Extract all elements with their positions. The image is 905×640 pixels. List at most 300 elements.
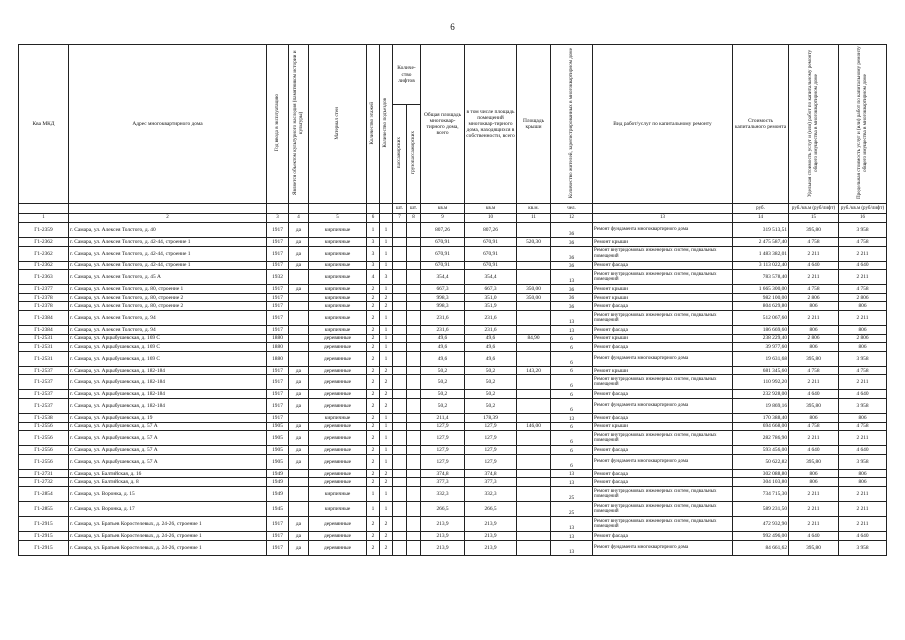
cell-floors: 2 [367,351,380,366]
cell-kva: Г1-2377 [19,285,69,294]
cell-area-total: 49,6 [421,343,465,352]
cell-kva: Г1-2556 [19,431,69,446]
cell-roof [517,516,551,531]
cell-year: 1917 [267,238,289,247]
cell-lifts-pass [393,261,407,270]
cell-area-total: 127,9 [421,422,465,431]
header-area-owned: в том числе площадь помещений многоквар-тирного дома, находящихся в собственности, всего [465,45,517,204]
cell-floors: 2 [367,413,380,422]
cell-residents: 6 [551,431,593,446]
header-roof: Площадь крыши [517,45,551,204]
cell-roof [517,302,551,311]
cell-entrances: 1 [380,454,393,469]
cell-roof: 350,00 [517,285,551,294]
cell-lifts-cargo [407,486,421,501]
cell-work: Ремонт внутридомовых инженерных систем, подвальных помещений [593,516,733,531]
cell-year: 1949 [267,469,289,478]
cell-floors: 2 [367,302,380,311]
cell-area-owned: 332,3 [465,486,517,501]
cell-residents: 13 [551,540,593,555]
cell-year: 1880 [267,351,289,366]
cell-work: Ремонт внутридомовых инженерных систем, подвальных помещений [593,311,733,326]
cell-area-total: 231,6 [421,326,465,335]
cell-lifts-pass [393,540,407,555]
cell-address: г. Самара, ул. Алексея Толстого, д. 80, строение 2 [69,293,267,302]
cell-lifts-cargo [407,261,421,270]
cell-residents: 6 [551,398,593,413]
cell-work: Ремонт крыши [593,293,733,302]
cell-area-owned: 50,2 [465,366,517,375]
cell-work: Ремонт внутридомовых инженерных систем, подвальных помещений [593,486,733,501]
cell-floors: 2 [367,285,380,294]
cell-unit-cost: 395,80 [789,351,839,366]
cell-year: 1917 [267,261,289,270]
cell-lifts-cargo [407,285,421,294]
cell-cost: 19 869,16 [733,398,789,413]
unit-cell [19,204,69,214]
cell-year: 1917 [267,516,289,531]
cell-area-owned: 127,9 [465,431,517,446]
cell-floors: 1 [367,486,380,501]
cell-residents: 6 [551,454,593,469]
cell-entrances: 1 [380,422,393,431]
cell-residents: 36 [551,246,593,261]
cell-cost: 50 622,82 [733,454,789,469]
cell-area-owned: 127,9 [465,422,517,431]
cell-kva: Г1-2537 [19,398,69,413]
cell-floors: 2 [367,422,380,431]
cell-lifts-cargo [407,516,421,531]
cell-floors: 2 [367,366,380,375]
cell-heritage [289,326,309,335]
header-lifts-pass: пассажирских [393,105,407,204]
cell-address: г. Самара, ул. Братьев Коростелевых, д. 24-26, строение 1 [69,531,267,540]
cell-entrances: 1 [380,343,393,352]
cell-kva: Г1-2531 [19,351,69,366]
cell-work: Ремонт внутридомовых инженерных систем, подвальных помещений [593,375,733,390]
cell-kva: Г1-2537 [19,366,69,375]
cell-roof [517,351,551,366]
cell-address: г. Самара, ул. Воронка, д. 17 [69,501,267,516]
cell-cost: 302 088,80 [733,469,789,478]
header-entrances: Количество подъездов [380,45,393,204]
cell-unit-cost: 2 211 [789,375,839,390]
header-lifts-cargo: грузопассажирских [407,105,421,204]
cell-lifts-cargo [407,366,421,375]
cell-walls: деревянные [309,375,367,390]
cell-kva: Г1-2362 [19,261,69,270]
cell-year: 1917 [267,223,289,238]
cell-walls: деревянные [309,390,367,399]
cell-area-owned: 178,39 [465,413,517,422]
cell-lifts-pass [393,501,407,516]
cell-heritage [289,501,309,516]
cell-kva: Г1-2855 [19,501,69,516]
column-number-cell: 8 [407,214,421,223]
unit-cell [593,204,733,214]
cell-lifts-pass [393,398,407,413]
units-row [19,204,887,214]
cell-unit-cost: 2 211 [789,311,839,326]
cell-kva: Г1-2915 [19,516,69,531]
cell-residents: 6 [551,334,593,343]
column-number-cell: 12 [551,214,593,223]
cell-max-cost: 4 758 [839,366,887,375]
cell-area-total: 670,91 [421,238,465,247]
cell-unit-cost: 2 211 [789,246,839,261]
cell-work: Ремонт крыши [593,334,733,343]
table-row [19,516,887,531]
cell-year: 1917 [267,375,289,390]
cell-residents: 6 [551,422,593,431]
cell-max-cost: 2 211 [839,246,887,261]
cell-year: 1905 [267,446,289,455]
cell-kva: Г1-2537 [19,375,69,390]
cell-entrances: 2 [380,469,393,478]
cell-walls: кирпичные [309,246,367,261]
cell-cost: 238 229,40 [733,334,789,343]
cell-walls: деревянные [309,478,367,487]
cell-lifts-cargo [407,478,421,487]
cell-cost: 232 928,00 [733,390,789,399]
cell-address: г. Самара, ул. Балтийская, д. 16 [69,469,267,478]
cell-cost: 170 388,40 [733,413,789,422]
repair-register-table [18,44,887,556]
cell-unit-cost: 4 640 [789,390,839,399]
column-number-cell: 3 [267,214,289,223]
cell-max-cost: 4 640 [839,531,887,540]
cell-residents: 13 [551,326,593,335]
cell-area-owned: 670,91 [465,238,517,247]
cell-kva: Г1-2378 [19,293,69,302]
cell-address: г. Самара, ул. Арцыбушевская, д. 19 [69,413,267,422]
cell-area-total: 127,9 [421,454,465,469]
table-row [19,486,887,501]
cell-residents: 13 [551,478,593,487]
header-address: Адрес многоквартирного дома [69,45,267,204]
cell-roof [517,223,551,238]
header-floors: Количество этажей [367,45,380,204]
cell-year: 1917 [267,531,289,540]
cell-heritage: да [289,531,309,540]
cell-area-owned: 127,9 [465,446,517,455]
cell-max-cost: 2 806 [839,334,887,343]
cell-address: г. Самара, ул. Алексея Толстого, д. 80, строение 1 [69,285,267,294]
cell-area-total: 332,3 [421,486,465,501]
cell-entrances: 1 [380,285,393,294]
cell-lifts-cargo [407,326,421,335]
cell-lifts-cargo [407,398,421,413]
cell-max-cost: 4 758 [839,285,887,294]
cell-roof [517,246,551,261]
cell-area-total: 354,4 [421,270,465,285]
unit-cell [289,204,309,214]
cell-address: г. Самара, ул. Арцыбушевская, д. 169 С [69,334,267,343]
cell-floors: 1 [367,501,380,516]
cell-address: г. Самара, ул. Алексея Толстого, д. 42-44, строение 1 [69,238,267,247]
cell-roof: 146,00 [517,422,551,431]
cell-year: 1949 [267,478,289,487]
cell-work: Ремонт фасада [593,261,733,270]
cell-floors: 3 [367,261,380,270]
cell-entrances: 1 [380,431,393,446]
cell-roof [517,469,551,478]
cell-lifts-pass [393,413,407,422]
cell-cost: 512 067,60 [733,311,789,326]
cell-address: г. Самара, ул. Арцыбушевская, д. 57 А [69,446,267,455]
cell-area-owned: 49,6 [465,351,517,366]
cell-walls: кирпичные [309,261,367,270]
cell-walls: кирпичные [309,285,367,294]
column-number-cell: 1 [19,214,69,223]
column-number-cell: 10 [465,214,517,223]
cell-residents: 6 [551,375,593,390]
cell-walls: кирпичные [309,501,367,516]
unit-cell [380,204,393,214]
cell-area-total: 50,2 [421,375,465,390]
cell-work: Ремонт внутридомовых инженерных систем, подвальных помещений [593,431,733,446]
table-row [19,531,887,540]
cell-cost: 1 483 382,01 [733,246,789,261]
cell-year: 1917 [267,302,289,311]
cell-kva: Г1-2363 [19,270,69,285]
column-number-cell: 11 [517,214,551,223]
cell-residents: 13 [551,270,593,285]
cell-max-cost: 3 958 [839,351,887,366]
header-unit-cost: Удельная стоимость услуг и (или) работ по капитальному ремонту общего имущества в многоквартирном доме [789,45,839,204]
cell-walls: кирпичные [309,238,367,247]
cell-heritage [289,270,309,285]
cell-work: Ремонт фасада [593,531,733,540]
cell-unit-cost: 4 640 [789,531,839,540]
unit-cell [69,204,267,214]
cell-walls: деревянные [309,454,367,469]
cell-year: 1905 [267,431,289,446]
cell-max-cost: 3 958 [839,540,887,555]
cell-unit-cost: 395,80 [789,454,839,469]
cell-max-cost: 806 [839,469,887,478]
cell-heritage [289,478,309,487]
cell-area-total: 998,3 [421,302,465,311]
cell-floors: 2 [367,398,380,413]
table-row [19,246,887,261]
cell-heritage: да [289,246,309,261]
cell-walls: деревянные [309,446,367,455]
cell-roof [517,375,551,390]
table-row [19,469,887,478]
table-row [19,540,887,555]
cell-floors: 2 [367,446,380,455]
column-number-cell: 2 [69,214,267,223]
cell-heritage [289,311,309,326]
cell-entrances: 1 [380,334,393,343]
cell-year: 1917 [267,246,289,261]
cell-walls: кирпичные [309,270,367,285]
cell-year: 1917 [267,311,289,326]
cell-lifts-cargo [407,390,421,399]
cell-roof [517,390,551,399]
header-area-total: Общая площадь многоквар-тирного дома, всего [421,45,465,204]
cell-cost: 186 669,60 [733,326,789,335]
cell-cost: 589 231,50 [733,501,789,516]
cell-residents: 6 [551,446,593,455]
cell-work: Ремонт фасада [593,390,733,399]
cell-residents: 13 [551,531,593,540]
cell-max-cost: 2 211 [839,501,887,516]
cell-max-cost: 806 [839,326,887,335]
cell-cost: 593 456,00 [733,446,789,455]
cell-address: г. Самара, ул. Воронка, д. 15 [69,486,267,501]
cell-max-cost: 2 211 [839,486,887,501]
cell-heritage [289,413,309,422]
cell-area-owned: 266,5 [465,501,517,516]
cell-unit-cost: 806 [789,413,839,422]
cell-roof [517,413,551,422]
cell-kva: Г1-2915 [19,540,69,555]
cell-lifts-pass [393,343,407,352]
cell-walls: деревянные [309,343,367,352]
cell-cost: 282 786,90 [733,431,789,446]
cell-floors: 2 [367,326,380,335]
cell-floors: 2 [367,454,380,469]
cell-max-cost: 806 [839,302,887,311]
cell-residents: 36 [551,223,593,238]
cell-walls: деревянные [309,351,367,366]
cell-max-cost: 806 [839,413,887,422]
cell-floors: 3 [367,238,380,247]
cell-address: г. Самара, ул. Арцыбушевская, д. 169 С [69,343,267,352]
cell-max-cost: 4 640 [839,390,887,399]
table-row [19,431,887,446]
cell-max-cost: 806 [839,343,887,352]
header-kva: Ква МКД [19,45,69,204]
cell-address: г. Самара, ул. Братьев Коростелевых, д. 24-26, строение 1 [69,516,267,531]
cell-cost: 2 475 587,40 [733,238,789,247]
cell-floors: 2 [367,431,380,446]
cell-entrances: 1 [380,223,393,238]
cell-address: г. Самара, ул. Арцыбушевская, д. 57 А [69,422,267,431]
cell-walls: деревянные [309,422,367,431]
cell-walls: кирпичные [309,293,367,302]
cell-area-total: 211,4 [421,413,465,422]
cell-lifts-cargo [407,469,421,478]
cell-max-cost: 3 958 [839,223,887,238]
cell-residents: 36 [551,285,593,294]
cell-area-total: 231,6 [421,311,465,326]
cell-year: 1917 [267,326,289,335]
cell-entrances: 1 [380,486,393,501]
cell-address: г. Самара, ул. Арцыбушевская, д. 182-184 [69,398,267,413]
cell-unit-cost: 2 211 [789,486,839,501]
cell-max-cost: 4 758 [839,238,887,247]
cell-lifts-pass [393,285,407,294]
cell-year: 1917 [267,398,289,413]
cell-kva: Г1-2732 [19,478,69,487]
cell-lifts-cargo [407,246,421,261]
cell-heritage: да [289,390,309,399]
unit-cell: шт. [393,204,407,214]
cell-lifts-cargo [407,302,421,311]
cell-address: г. Самара, ул. Арцыбушевская, д. 57 А [69,454,267,469]
cell-residents: 13 [551,469,593,478]
table-row [19,343,887,352]
cell-year: 1880 [267,334,289,343]
cell-roof [517,501,551,516]
cell-area-total: 374,8 [421,469,465,478]
cell-cost: 982 100,00 [733,293,789,302]
cell-kva: Г1-2362 [19,238,69,247]
cell-entrances: 1 [380,326,393,335]
unit-cell: кв.м. [517,204,551,214]
cell-roof: 520,30 [517,238,551,247]
cell-floors: 2 [367,516,380,531]
cell-lifts-pass [393,334,407,343]
cell-roof [517,270,551,285]
cell-max-cost: 4 758 [839,422,887,431]
cell-area-owned: 377,3 [465,478,517,487]
cell-roof [517,261,551,270]
cell-area-owned: 213,9 [465,531,517,540]
cell-area-owned: 127,9 [465,454,517,469]
cell-max-cost: 2 211 [839,270,887,285]
unit-cell: руб. [733,204,789,214]
cell-area-owned: 213,9 [465,516,517,531]
cell-entrances: 2 [380,398,393,413]
cell-floors: 3 [367,246,380,261]
cell-kva: Г1-2362 [19,246,69,261]
cell-max-cost: 2 211 [839,516,887,531]
cell-walls: деревянные [309,540,367,555]
cell-lifts-pass [393,531,407,540]
cell-area-owned: 231,6 [465,326,517,335]
cell-lifts-pass [393,223,407,238]
cell-lifts-pass [393,516,407,531]
cell-entrances: 2 [380,375,393,390]
cell-roof [517,446,551,455]
cell-area-owned: 667,3 [465,285,517,294]
cell-work: Ремонт фундамента многоквартирного дома [593,398,733,413]
cell-area-owned: 50,2 [465,375,517,390]
cell-max-cost: 3 958 [839,398,887,413]
table-row [19,270,887,285]
cell-kva: Г1-2359 [19,223,69,238]
cell-address: г. Самара, ул. Арцыбушевская, д. 182-184 [69,390,267,399]
header-year: Год ввода в эксплуатацию [267,45,289,204]
cell-walls: деревянные [309,334,367,343]
cell-cost: 783 578,40 [733,270,789,285]
cell-cost: 472 932,90 [733,516,789,531]
cell-lifts-pass [393,446,407,455]
cell-address: г. Самара, ул. Балтийская, д. 8 [69,478,267,487]
cell-roof [517,311,551,326]
cell-work: Ремонт внутридомовых инженерных систем, подвальных помещений [593,246,733,261]
cell-area-total: 127,9 [421,446,465,455]
cell-walls: деревянные [309,431,367,446]
cell-lifts-pass [393,238,407,247]
cell-lifts-cargo [407,351,421,366]
cell-area-total: 50,2 [421,390,465,399]
cell-area-owned: 49,6 [465,334,517,343]
cell-area-total: 49,6 [421,351,465,366]
unit-cell: кв.м [465,204,517,214]
cell-unit-cost: 2 806 [789,334,839,343]
cell-walls: кирпичные [309,486,367,501]
cell-work: Ремонт внутридомовых инженерных систем, подвальных помещений [593,270,733,285]
cell-lifts-pass [393,246,407,261]
cell-entrances: 2 [380,540,393,555]
column-numbers-row [19,214,887,223]
cell-lifts-pass [393,469,407,478]
